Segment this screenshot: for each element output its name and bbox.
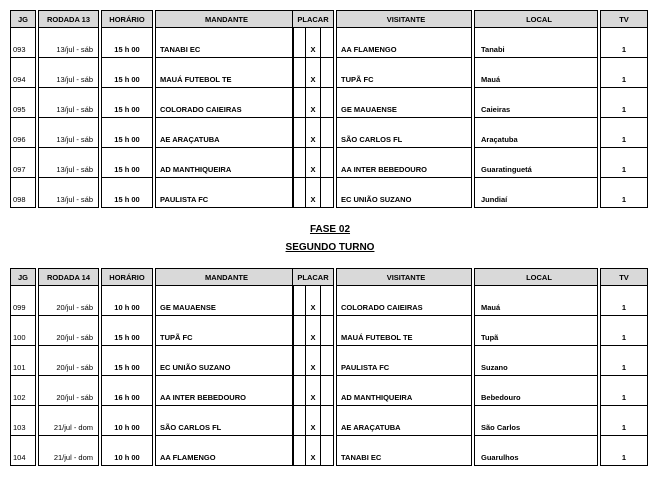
tv-channel: 1 bbox=[600, 406, 648, 436]
table-row bbox=[10, 286, 648, 316]
match-time: 16 h 00 bbox=[101, 376, 153, 406]
match-number: 093 bbox=[10, 28, 36, 58]
home-team: SÃO CARLOS FL bbox=[155, 406, 294, 436]
away-team: COLORADO CAIEIRAS bbox=[336, 286, 472, 316]
away-team: GE MAUAENSE bbox=[336, 88, 472, 118]
match-number: 099 bbox=[10, 286, 36, 316]
score-separator: X bbox=[306, 28, 320, 58]
away-team: TANABI EC bbox=[336, 436, 472, 466]
score-away-box bbox=[320, 178, 334, 208]
score-home-box bbox=[292, 178, 306, 208]
score-away-box bbox=[320, 88, 334, 118]
match-venue: Suzano bbox=[474, 346, 598, 376]
score-home-box bbox=[292, 346, 306, 376]
tv-channel: 1 bbox=[600, 346, 648, 376]
home-team: AA INTER BEBEDOURO bbox=[155, 376, 294, 406]
header-mandante: MANDANTE bbox=[155, 10, 294, 28]
match-date: 20/jul - sáb bbox=[38, 376, 99, 406]
away-team: EC UNIÃO SUZANO bbox=[336, 178, 472, 208]
score-home-box bbox=[292, 118, 306, 148]
home-team: TANABI EC bbox=[155, 28, 294, 58]
table-row bbox=[10, 406, 648, 436]
away-team: SÃO CARLOS FL bbox=[336, 118, 472, 148]
tv-channel: 1 bbox=[600, 316, 648, 346]
away-team: PAULISTA FC bbox=[336, 346, 472, 376]
match-venue: Tupã bbox=[474, 316, 598, 346]
score-away-box bbox=[320, 346, 334, 376]
match-venue: Tanabi bbox=[474, 28, 598, 58]
match-number: 098 bbox=[10, 178, 36, 208]
match-number: 097 bbox=[10, 148, 36, 178]
header-mandante: MANDANTE bbox=[155, 268, 294, 286]
score-separator: X bbox=[306, 178, 320, 208]
score-separator: X bbox=[306, 118, 320, 148]
score-away-box bbox=[320, 286, 334, 316]
match-date: 20/jul - sáb bbox=[38, 316, 99, 346]
match-time: 10 h 00 bbox=[101, 406, 153, 436]
match-number: 101 bbox=[10, 346, 36, 376]
header-visitante: VISITANTE bbox=[336, 10, 472, 28]
match-date: 13/jul - sáb bbox=[38, 178, 99, 208]
score-separator: X bbox=[306, 58, 320, 88]
table-row bbox=[10, 148, 648, 178]
match-venue: Guarulhos bbox=[474, 436, 598, 466]
header-horario: HORÁRIO bbox=[101, 268, 153, 286]
match-time: 15 h 00 bbox=[101, 28, 153, 58]
match-number: 095 bbox=[10, 88, 36, 118]
score-home-box bbox=[292, 406, 306, 436]
match-date: 21/jul - dom bbox=[38, 436, 99, 466]
match-venue: São Carlos bbox=[474, 406, 598, 436]
table-header bbox=[10, 10, 648, 28]
header-visitante: VISITANTE bbox=[336, 268, 472, 286]
table-row bbox=[10, 88, 648, 118]
table-row bbox=[10, 58, 648, 88]
home-team: AA FLAMENGO bbox=[155, 436, 294, 466]
match-date: 13/jul - sáb bbox=[38, 118, 99, 148]
score-away-box bbox=[320, 28, 334, 58]
score-separator: X bbox=[306, 286, 320, 316]
score-home-box bbox=[292, 376, 306, 406]
match-number: 094 bbox=[10, 58, 36, 88]
match-number: 096 bbox=[10, 118, 36, 148]
phase-title: FASE 02 bbox=[309, 224, 351, 235]
header-local: LOCAL bbox=[474, 268, 598, 286]
match-time: 15 h 00 bbox=[101, 88, 153, 118]
tv-channel: 1 bbox=[600, 286, 648, 316]
score-away-box bbox=[320, 436, 334, 466]
table-row bbox=[10, 376, 648, 406]
match-venue: Mauá bbox=[474, 58, 598, 88]
score-home-box bbox=[292, 286, 306, 316]
away-team: AE ARAÇATUBA bbox=[336, 406, 472, 436]
match-venue: Jundiaí bbox=[474, 178, 598, 208]
header-local: LOCAL bbox=[474, 10, 598, 28]
tv-channel: 1 bbox=[600, 178, 648, 208]
header-tv: TV bbox=[600, 10, 648, 28]
header-placar: PLACAR bbox=[292, 10, 334, 28]
table-row bbox=[10, 118, 648, 148]
match-date: 13/jul - sáb bbox=[38, 88, 99, 118]
match-time: 15 h 00 bbox=[101, 118, 153, 148]
score-home-box bbox=[292, 58, 306, 88]
match-venue: Araçatuba bbox=[474, 118, 598, 148]
tv-channel: 1 bbox=[600, 58, 648, 88]
score-separator: X bbox=[306, 406, 320, 436]
match-venue: Bebedouro bbox=[474, 376, 598, 406]
tv-channel: 1 bbox=[600, 118, 648, 148]
score-separator: X bbox=[306, 436, 320, 466]
match-date: 13/jul - sáb bbox=[38, 28, 99, 58]
phase-subtitle: SEGUNDO TURNO bbox=[285, 242, 375, 253]
score-away-box bbox=[320, 376, 334, 406]
match-time: 10 h 00 bbox=[101, 286, 153, 316]
away-team: MAUÁ FUTEBOL TE bbox=[336, 316, 472, 346]
home-team: MAUÁ FUTEBOL TE bbox=[155, 58, 294, 88]
score-away-box bbox=[320, 406, 334, 436]
tv-channel: 1 bbox=[600, 436, 648, 466]
tv-channel: 1 bbox=[600, 88, 648, 118]
score-home-box bbox=[292, 28, 306, 58]
header-placar: PLACAR bbox=[292, 268, 334, 286]
home-team: GE MAUAENSE bbox=[155, 286, 294, 316]
header-rodada: RODADA 14 bbox=[38, 268, 99, 286]
table-row bbox=[10, 436, 648, 466]
home-team: AE ARAÇATUBA bbox=[155, 118, 294, 148]
home-team: COLORADO CAIEIRAS bbox=[155, 88, 294, 118]
home-team: PAULISTA FC bbox=[155, 178, 294, 208]
header-tv: TV bbox=[600, 268, 648, 286]
score-away-box bbox=[320, 148, 334, 178]
match-venue: Mauá bbox=[474, 286, 598, 316]
match-time: 15 h 00 bbox=[101, 316, 153, 346]
away-team: TUPÃ FC bbox=[336, 58, 472, 88]
match-date: 20/jul - sáb bbox=[38, 346, 99, 376]
table-header bbox=[10, 268, 648, 286]
header-horario: HORÁRIO bbox=[101, 10, 153, 28]
score-away-box bbox=[320, 316, 334, 346]
match-date: 21/jul - dom bbox=[38, 406, 99, 436]
match-date: 13/jul - sáb bbox=[38, 58, 99, 88]
match-time: 15 h 00 bbox=[101, 346, 153, 376]
score-home-box bbox=[292, 148, 306, 178]
match-time: 15 h 00 bbox=[101, 58, 153, 88]
score-separator: X bbox=[306, 346, 320, 376]
match-date: 13/jul - sáb bbox=[38, 148, 99, 178]
home-team: TUPÃ FC bbox=[155, 316, 294, 346]
header-jg: JG bbox=[10, 10, 36, 28]
match-date: 20/jul - sáb bbox=[38, 286, 99, 316]
score-separator: X bbox=[306, 376, 320, 406]
tv-channel: 1 bbox=[600, 148, 648, 178]
match-venue: Caieiras bbox=[474, 88, 598, 118]
score-separator: X bbox=[306, 88, 320, 118]
match-time: 15 h 00 bbox=[101, 148, 153, 178]
match-venue: Guaratinguetá bbox=[474, 148, 598, 178]
score-away-box bbox=[320, 118, 334, 148]
score-home-box bbox=[292, 88, 306, 118]
score-separator: X bbox=[306, 316, 320, 346]
match-time: 15 h 00 bbox=[101, 178, 153, 208]
match-time: 10 h 00 bbox=[101, 436, 153, 466]
tv-channel: 1 bbox=[600, 376, 648, 406]
header-rodada: RODADA 13 bbox=[38, 10, 99, 28]
header-jg: JG bbox=[10, 268, 36, 286]
home-team: AD MANTHIQUEIRA bbox=[155, 148, 294, 178]
table-row bbox=[10, 316, 648, 346]
match-number: 102 bbox=[10, 376, 36, 406]
score-home-box bbox=[292, 316, 306, 346]
score-away-box bbox=[320, 58, 334, 88]
score-separator: X bbox=[306, 148, 320, 178]
match-number: 100 bbox=[10, 316, 36, 346]
away-team: AD MANTHIQUEIRA bbox=[336, 376, 472, 406]
table-row bbox=[10, 28, 648, 58]
score-home-box bbox=[292, 436, 306, 466]
away-team: AA FLAMENGO bbox=[336, 28, 472, 58]
tv-channel: 1 bbox=[600, 28, 648, 58]
match-number: 104 bbox=[10, 436, 36, 466]
table-row bbox=[10, 346, 648, 376]
table-row bbox=[10, 178, 648, 208]
away-team: AA INTER BEBEDOURO bbox=[336, 148, 472, 178]
match-number: 103 bbox=[10, 406, 36, 436]
home-team: EC UNIÃO SUZANO bbox=[155, 346, 294, 376]
